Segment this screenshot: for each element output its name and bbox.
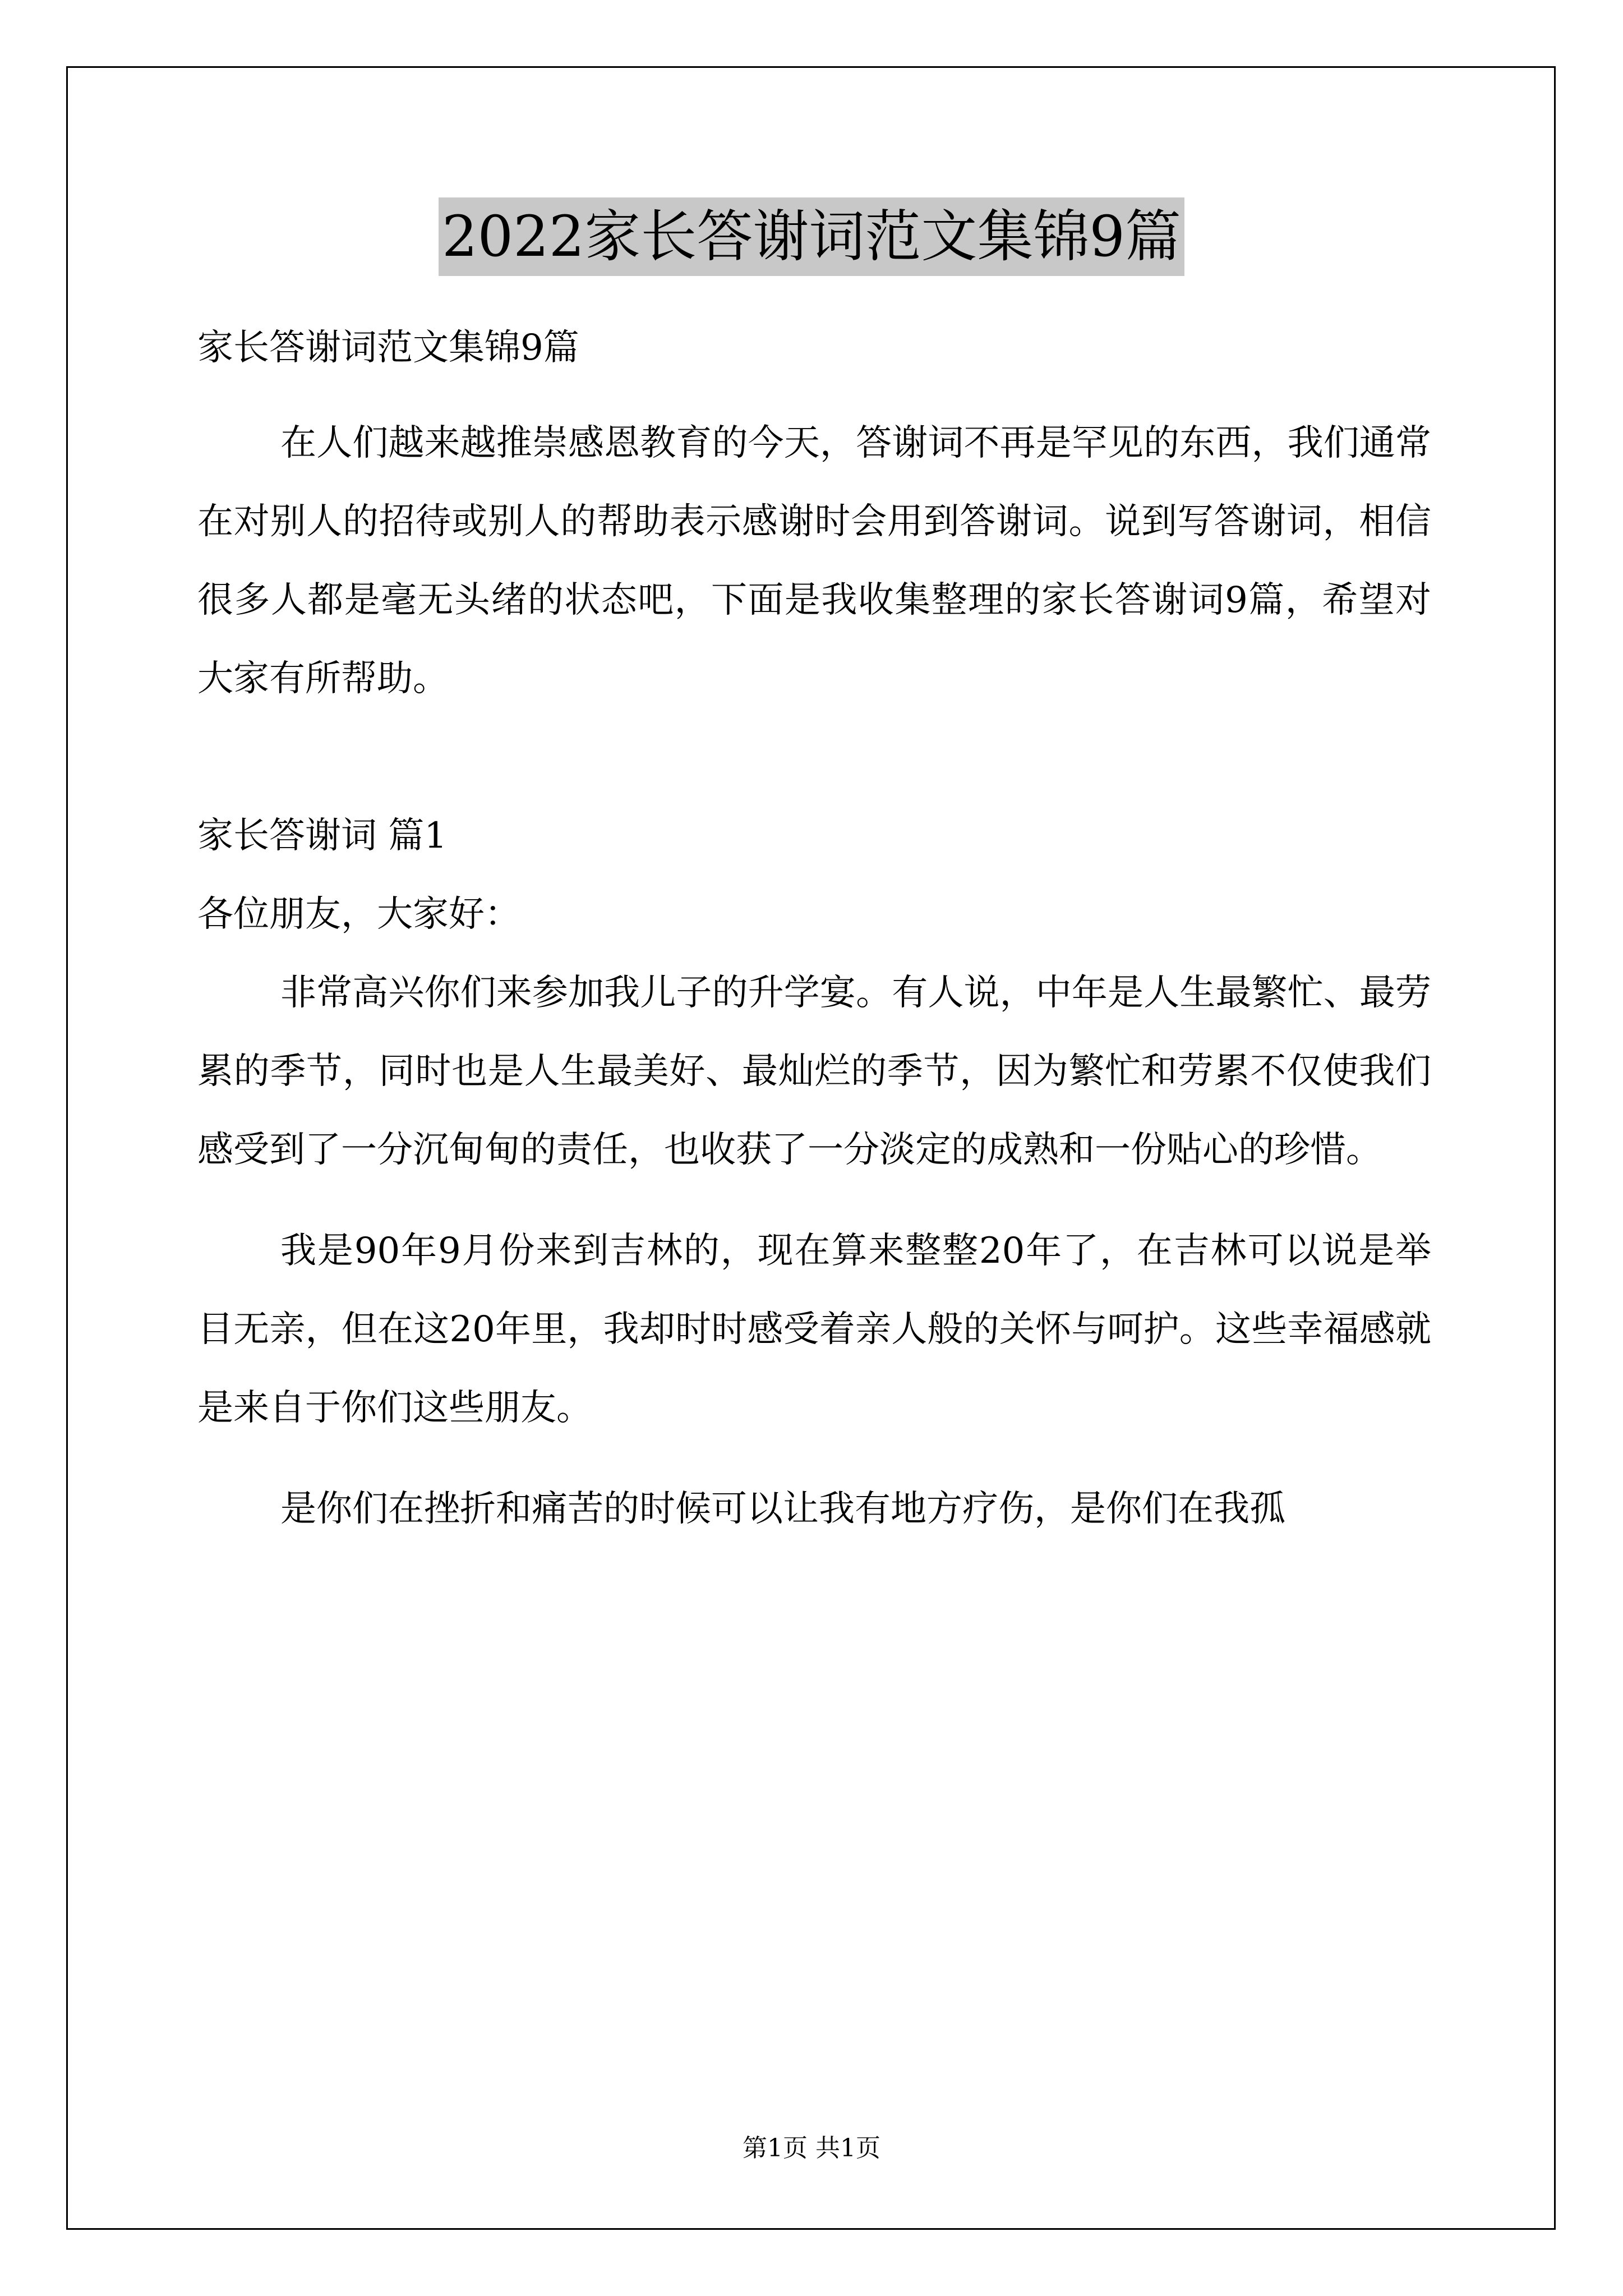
paragraph-3: 是你们在挫折和痛苦的时候可以让我有地方疗伤，是你们在我孤 bbox=[280, 1488, 1285, 1530]
document-body bbox=[197, 303, 1431, 1548]
document-title: 2022家长答谢词范文集锦9篇 bbox=[439, 197, 1184, 276]
paragraph-1: 非常高兴你们来参加我儿子的升学宴。有人说，中年是人生最繁忙、最劳累的季节，同时也是人生最美好、最灿烂的季节，因为繁忙和劳累不仅使我们感受到了一分沉甸甸的责任，也收获了一分淡定的成熟和一份贴心的珍惜。 bbox=[197, 972, 1431, 1171]
intro-paragraph: 在人们越来越推崇感恩教育的今天，答谢词不再是罕见的东西，我们通常在对别人的招待或别人的帮助表示感谢时会用到答谢词。说到写答谢词，相信很多人都是毫无头绪的状态吧，下面是我收集整理的家长答谢词9篇，希望对大家有所帮助。 bbox=[197, 422, 1431, 700]
title-container bbox=[0, 197, 1623, 276]
section-heading: 家长答谢词 篇1 bbox=[197, 815, 448, 857]
paragraph-2: 我是90年9月份来到吉林的，现在算来整整20年了，在吉林可以说是举目无亲，但在这20年里，我却时时感受着亲人般的关怀与呵护。这些幸福感就是来自于你们这些朋友。 bbox=[197, 1230, 1431, 1429]
greeting: 各位朋友，大家好： bbox=[197, 894, 520, 935]
subtitle: 家长答谢词范文集锦9篇 bbox=[197, 327, 579, 369]
page-footer: 第1页 共1页 bbox=[743, 2134, 880, 2162]
